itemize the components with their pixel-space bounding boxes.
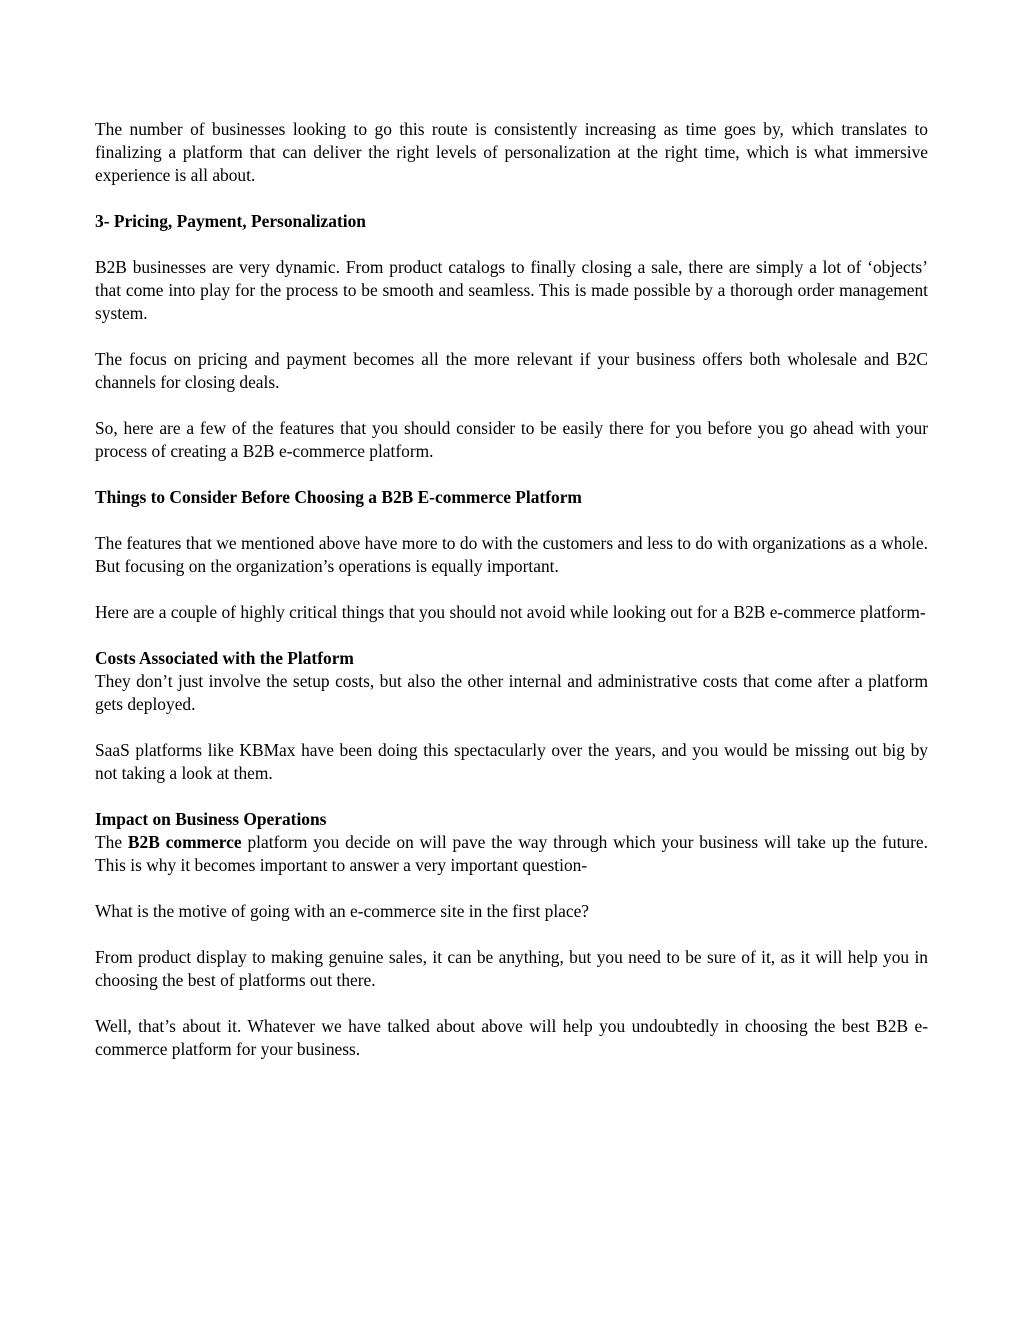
- heading-things-to-consider: Things to Consider Before Choosing a B2B E-commerce Platform: [95, 487, 582, 507]
- impact-paragraph-1: [95, 831, 928, 877]
- things-paragraph-1: The features that we mentioned above have more to do with the customers and less to do with organizations as a whole. But focusing on the organization’s operations is equally important.: [95, 533, 928, 576]
- impact-paragraph-2: What is the motive of going with an e-commerce site in the first place?: [95, 901, 590, 921]
- impact-paragraph-4: Well, that’s about it. Whatever we have talked about above will help you undoubtedly in choosing the best B2B e-commerce platform for your business.: [95, 1016, 928, 1059]
- impact-p1-after: platform you decide on will pave the way through which your business will take up the future. This is why it becomes important to answer a very important question-: [95, 832, 928, 875]
- pricing-paragraph-2: The focus on pricing and payment becomes all the more relevant if your business offers both wholesale and B2C channels for closing deals.: [95, 349, 928, 392]
- document-page: [95, 118, 928, 1084]
- things-paragraph-2: Here are a couple of highly critical things that you should not avoid while looking out for a B2B e-commerce platform-: [95, 602, 926, 622]
- heading-impact: Impact on Business Operations: [95, 809, 327, 829]
- costs-paragraph-1: They don’t just involve the setup costs, but also the other internal and administrative costs that come after a platform gets deployed.: [95, 671, 928, 714]
- impact-p1-bold: B2B commerce: [127, 832, 242, 852]
- impact-p1-before: The: [95, 832, 128, 852]
- heading-costs: Costs Associated with the Platform: [95, 648, 354, 668]
- impact-paragraph-3: From product display to making genuine sales, it can be anything, but you need to be sure of it, as it will help you in choosing the best of platforms out there.: [95, 947, 928, 990]
- pricing-paragraph-1: B2B businesses are very dynamic. From product catalogs to finally closing a sale, there are simply a lot of ‘objects’ that come into play for the process to be smooth and seamless. This is made possible by a thorough order management system.: [95, 257, 928, 323]
- intro-paragraph: The number of businesses looking to go this route is consistently increasing as time goes by, which translates to finalizing a platform that can deliver the right levels of personalization at the right time, which is what immersive experience is all about.: [95, 119, 928, 185]
- costs-paragraph-2: SaaS platforms like KBMax have been doing this spectacularly over the years, and you would be missing out big by not taking a look at them.: [95, 740, 928, 783]
- heading-pricing: 3- Pricing, Payment, Personalization: [95, 211, 366, 231]
- pricing-paragraph-3: So, here are a few of the features that you should consider to be easily there for you before you go ahead with your process of creating a B2B e-commerce platform.: [95, 418, 928, 461]
